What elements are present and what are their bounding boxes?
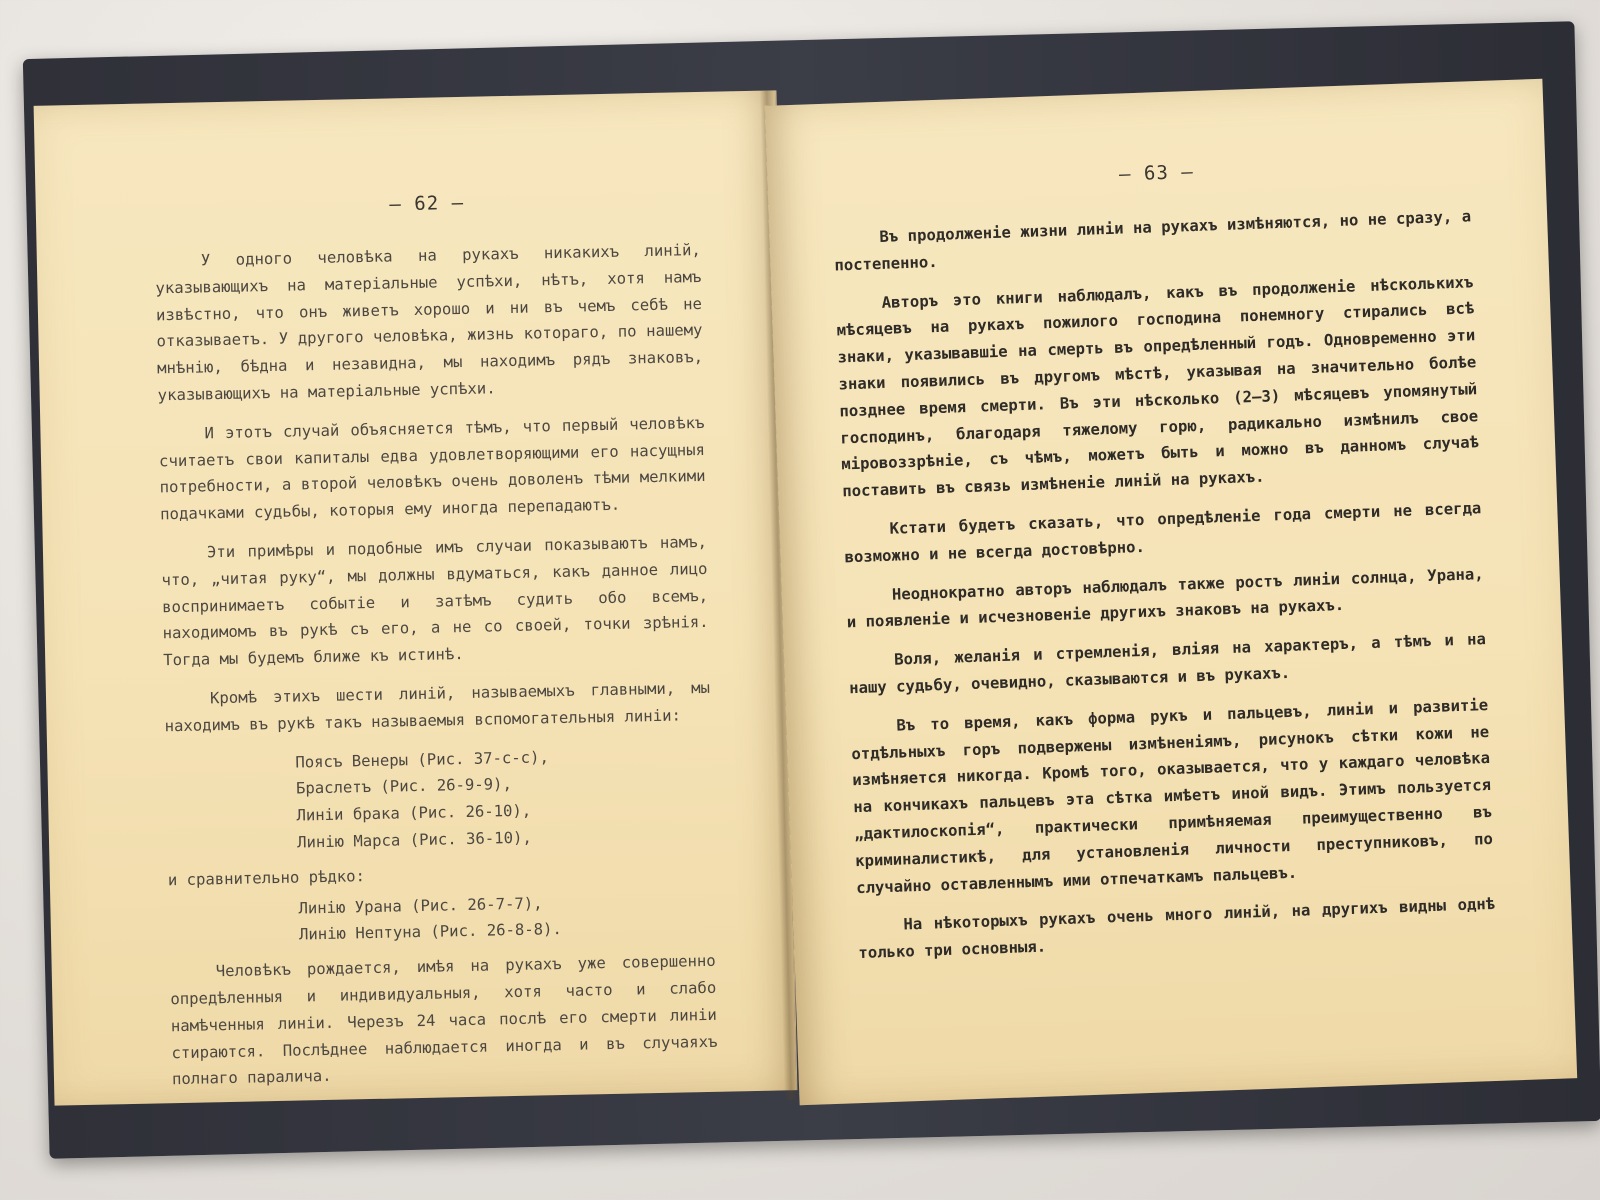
paragraph: И этотъ случай объясняется тѣмъ, что первый человѣкъ считаетъ свои капиталы едва удовлетворяющими его насущныя потребности, а второй человѣкъ очень доволенъ тѣми мелкими подачками судьбы, которыя ему иногда перепадаютъ. (158, 413, 706, 524)
paragraph: Кстати будетъ сказать, что опредѣленіе года смерти не всегда возможно и не всегда достовѣрно. (844, 499, 1482, 567)
paragraph: Воля, желанія и стремленія, вліяя на характеръ, а тѣмъ и на нашу судьбу, очевидно, сказываются и въ рукахъ. (848, 630, 1487, 698)
left-page (34, 90, 798, 1105)
page-number: — 63 — (1118, 160, 1195, 186)
paragraph: Въ то время, какъ форма рукъ и пальцевъ, линіи и развитіе отдѣльныхъ горъ подвержены измѣненіямъ, рисунокъ сѣтки кожи не измѣняется никогда. Кромѣ того, оказывается, что у каждаго человѣка на кончикахъ пальцевъ эта сѣтка имѣетъ иной видъ. Этимъ пользуется „дактилоскопія“, практически примѣняемая преимущественно въ криминалистикѣ, для установленія личности преступниковъ, по случайно оставленнымъ ими отпечаткамъ пальцевъ. (851, 695, 1494, 897)
list-item: Линію Урана (Рис. 26-7-7), (298, 893, 543, 918)
paragraph: Человѣкъ рождается, имѣя на рукахъ уже совершенно опредѣленныя и индивидуальныя, хотя часто и слабо намѣченныя линіи. Черезъ 24 часа послѣ его смерти линіи стираются. Послѣднее наблюдается иногда и въ случаяхъ полнаго паралича. (170, 951, 718, 1089)
page-text (155, 237, 719, 1093)
paragraph: У одного человѣка на рукахъ никакихъ линій, указывающихъ на матеріальные успѣхи, нѣтъ, хотя намъ извѣстно, что онъ живетъ хорошо и ни въ чемъ себѣ не отказываетъ. У другого человѣка, жизнь котораго, по нашему мнѣнію, бѣдна и незавидна, мы находимъ рядъ знаковъ, указывающихъ на матеріальные успѣхи. (155, 240, 704, 405)
right-page (765, 79, 1577, 1106)
paragraph: Кромѣ этихъ шести линій, называемыхъ главными, мы находимъ въ рукѣ такъ называемыя вспомогательныя линіи: (164, 678, 711, 736)
list-item: Браслетъ (Рис. 26-9-9), (295, 775, 513, 798)
rare-lines-list (168, 886, 715, 951)
paragraph: Неоднократно авторъ наблюдалъ также ростъ линіи солнца, Урана, и появленіе и исчезновеніе другихъ знаковъ на рукахъ. (846, 564, 1484, 632)
list-item: Поясъ Венеры (Рис. 37-с-с), (295, 747, 550, 772)
list-item: Линію Марса (Рис. 36-10), (296, 828, 532, 852)
paragraph: Авторъ это книги наблюдалъ, какъ въ продолженіе нѣсколькихъ мѣсяцевъ на рукахъ пожилого господина понемногу стирались всѣ знаки, указывавшіе на смерть въ опредѣленный годъ. Одновременно эти знаки появились въ другомъ мѣстѣ, указывая на значительно болѣе позднее время смерти. Въ эти нѣсколько (2—3) мѣсяцевъ упомянутый господинъ, благодаря тяжелому горю, радикально измѣнилъ свое міровоззрѣніе, съ чѣмъ, можетъ быть и можно въ данномъ случаѣ поставить въ связь измѣненіе линій на рукахъ. (836, 272, 1480, 501)
page-text (833, 203, 1497, 967)
connector-text: и сравнительно рѣдко: (167, 866, 366, 889)
paragraph: Эти примѣры и подобные имъ случаи показываютъ намъ, что, „читая руку“, мы должны вдуматься, какъ данное лицо воспринимаетъ событіе и затѣмъ судить обо всемъ, находимомъ въ рукѣ съ его, а не со своей, точки зрѣнія. Тогда мы будемъ ближе къ истинѣ. (161, 532, 709, 670)
list-item: Линіи брака (Рис. 26-10), (296, 801, 532, 825)
paragraph: Въ продолженіе жизни линіи на рукахъ измѣняются, но не сразу, а постепенно. (834, 207, 1472, 275)
auxiliary-lines-list (165, 740, 713, 859)
list-item: Линію Нептуна (Рис. 26-8-8). (298, 920, 563, 944)
paragraph: На нѣкоторыхъ рукахъ очень много линій, на другихъ видны однѣ только три основныя. (858, 895, 1496, 963)
page-number: — 62 — (389, 191, 465, 216)
